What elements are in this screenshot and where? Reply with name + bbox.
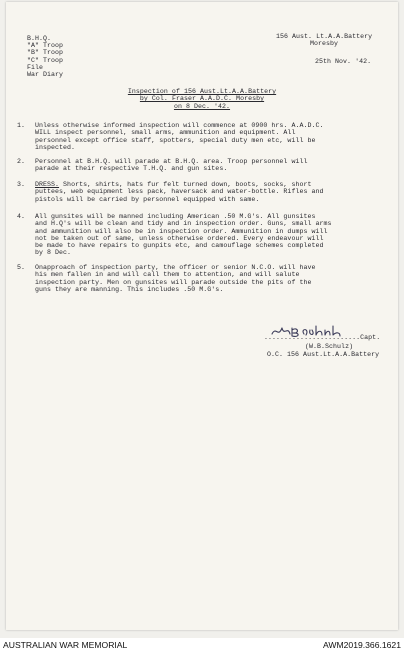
distribution-item: File <box>27 63 44 71</box>
paragraph-number: 1. <box>17 122 26 129</box>
paragraph-number: 5. <box>17 264 26 271</box>
distribution-item: "B" Troop <box>27 49 64 57</box>
document-title <box>6 88 398 110</box>
paragraph-line: WILL inspect personnel, small arms, ammunition and equipment. All <box>35 129 296 137</box>
paragraph-line: Unless otherwise informed inspection will commence at 0900 hrs. A.A.D.C. <box>35 122 324 129</box>
distribution-list <box>27 35 63 78</box>
paragraph-number: 3. <box>17 181 26 188</box>
distribution-item: B.H.Q. <box>27 35 52 42</box>
paragraph-line: puttees, web equipment less pack, haversack and water-bottle. Rifles and <box>35 188 324 196</box>
paragraph-line <box>35 181 324 188</box>
paragraph-body <box>35 213 332 257</box>
paragraph-line: his men fallen in and will call them to attention, and will salute <box>35 271 300 279</box>
paragraph-line: parade at their respective T.H.Q. and gun sites. <box>35 165 228 173</box>
paragraph-body <box>35 158 307 173</box>
paragraph-line: pistols will be carried by personnel equipped with same. <box>35 195 260 203</box>
distribution-item: War Diary <box>27 70 64 78</box>
signatory-role: O.C. 156 Aust.Lt.A.A.Battery <box>267 351 380 358</box>
archive-footer <box>0 638 404 653</box>
document-sheet <box>6 2 398 630</box>
dress-heading: DRESS. <box>35 181 60 188</box>
paragraph-line: not be taken out of same, unless otherwise ordered. Every endeavour will <box>35 234 324 242</box>
paragraph-line: by 8 Dec. <box>35 249 72 257</box>
paragraph-line: and H.Q's will be clean and tidy and in inspection order. Guns, small arms <box>35 220 332 228</box>
paragraph-line: inspection party. Men on gunsites will parade outside the pits of the <box>35 278 312 286</box>
catalogue-reference: AWM2019.366.1621 <box>322 640 401 650</box>
paragraph-line: Onapproach of inspection party, the officer or senior N.C.O. will have <box>35 264 316 271</box>
paragraph-line: guns they are manning. This includes .50 M.G's. <box>35 285 224 293</box>
signatory-name: (W.B.Schulz) <box>305 343 354 350</box>
paragraph-line: personnel except office staff, spotters, special duty men etc, will be <box>35 136 316 144</box>
document-date: 25th Nov. '42. <box>315 58 372 65</box>
paragraph-line: be made to have repairs to gunpits etc, and camouflage schemes completed <box>35 242 324 250</box>
distribution-item: "C" Troop <box>27 56 64 64</box>
paragraph-line-rest: Shorts, shirts, hats fur felt turned down, boots, socks, short <box>59 181 312 188</box>
unit-header <box>276 33 372 47</box>
paragraph-body <box>35 181 324 203</box>
paragraph-line: and ammunition will also be in inspection order. Ammunition in dumps will <box>35 227 328 235</box>
unit-name: 156 Aust. Lt.A.A.Battery <box>276 33 373 40</box>
unit-location: Moresby <box>310 40 339 48</box>
paragraph-body <box>35 264 315 293</box>
paragraph-number: 2. <box>17 158 26 165</box>
paragraph-number: 4. <box>17 213 26 220</box>
signature-line: ........................Capt. <box>264 334 381 341</box>
paragraph-body <box>35 122 324 151</box>
paragraph-line: All gunsites will be manned including American .50 M.G's. All gunsites <box>35 213 316 220</box>
title-line: on 8 Dec. '42. <box>173 102 231 110</box>
paragraph-line: Personnel at B.H.Q. will parade at B.H.Q. area. Troop personnel will <box>35 158 308 165</box>
paragraph-line: inspected. <box>35 143 76 151</box>
title-line: by Col. Fraser A.A.D.C. Moresby <box>139 95 265 103</box>
distribution-item: "A" Troop <box>27 42 64 50</box>
institution-name: AUSTRALIAN WAR MEMORIAL <box>3 640 128 650</box>
title-line: Inspection of 156 Aust.Lt.A.A.Battery <box>127 88 277 95</box>
